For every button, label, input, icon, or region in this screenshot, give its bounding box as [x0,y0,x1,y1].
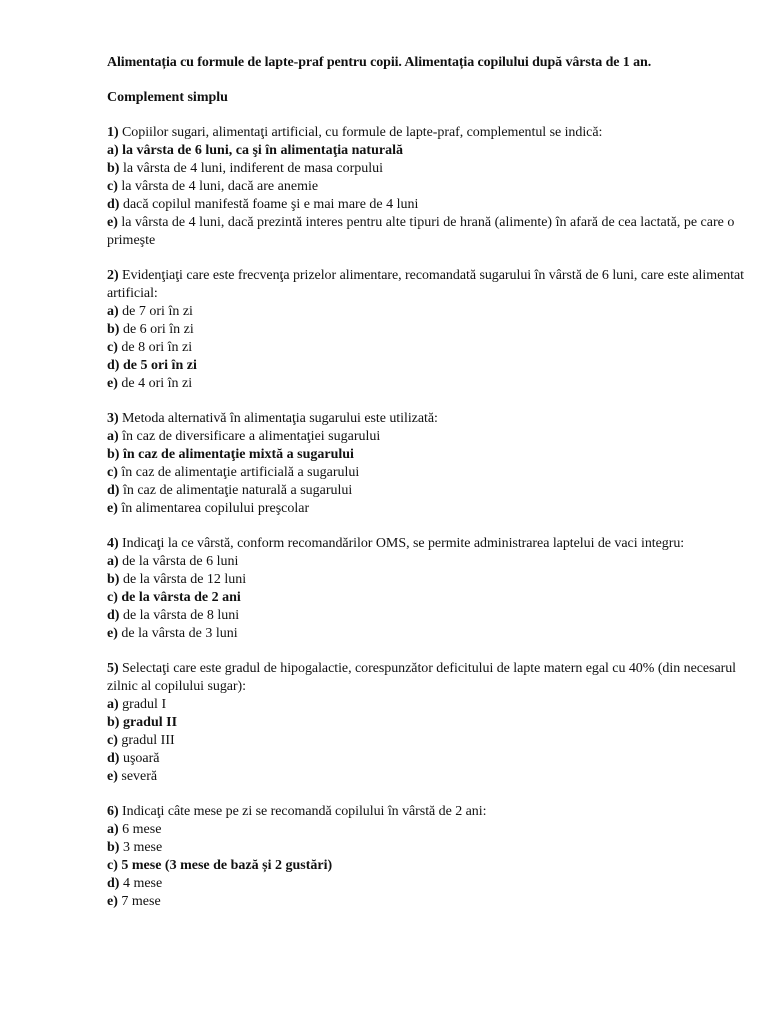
question-number: 4) [107,536,119,551]
question-6 [107,803,747,911]
question-text: Indicaţi câte mese pe zi se recomandă copilului în vârstă de 2 ani: [122,804,487,819]
answer-option: c) gradul III [107,733,175,748]
answer-option: e) 7 mese [107,894,161,909]
answer-option: e) de 4 ori în zi [107,376,193,391]
question-text: Metoda alternativă în alimentaţia sugarului este utilizată: [122,411,438,426]
question-text: Indicaţi la ce vârstă, conform recomandărilor OMS, se permite administrarea laptelui de vaci integru: [122,536,685,551]
question-stem [107,410,747,428]
answer-option: e) severă [107,769,158,784]
question-2 [107,267,747,393]
question-number: 1) [107,125,119,140]
question-text: Selectaţi care este gradul de hipogalactie, corespunzător deficitului de lapte matern egal cu 40% (din necesarul zilnic al copilului sugar): [107,661,737,694]
answer-option-correct: c) de la vârsta de 2 ani [107,590,241,605]
document-page [107,54,747,911]
answer-option: d) de la vârsta de 8 luni [107,608,240,623]
answer-option-correct: d) de 5 ori în zi [107,358,197,373]
answer-option: a) de 7 ori în zi [107,304,193,319]
answer-option: b) 3 mese [107,840,163,855]
answer-option: b) la vârsta de 4 luni, indiferent de masa corpului [107,161,384,176]
question-stem [107,803,747,821]
answer-option-correct: c) 5 mese (3 mese de bază și 2 gustări) [107,858,333,873]
answer-option: d) uşoară [107,751,160,766]
answer-option: d) 4 mese [107,876,163,891]
section-heading: Complement simplu [107,90,228,105]
answer-option: d) dacă copilul manifestă foame şi e mai mare de 4 luni [107,197,419,212]
answer-option-correct: b) gradul II [107,715,178,730]
answer-option: c) de 8 ori în zi [107,340,193,355]
answer-option: e) la vârsta de 4 luni, dacă prezintă interes pentru alte tipuri de hrană (alimente) în afară de cea lactată, pe care o primeşte [107,215,735,248]
question-4 [107,535,747,643]
answer-option: e) în alimentarea copilului preşcolar [107,501,310,516]
question-3 [107,410,747,518]
answer-option: a) 6 mese [107,822,162,837]
question-number: 5) [107,661,119,676]
answer-option: e) de la vârsta de 3 luni [107,626,238,641]
answer-option-correct: b) în caz de alimentaţie mixtă a sugarului [107,447,354,462]
answer-option: a) de la vârsta de 6 luni [107,554,239,569]
question-number: 6) [107,804,119,819]
question-5 [107,660,747,786]
question-stem [107,535,747,553]
question-1 [107,124,747,250]
question-stem [107,267,747,303]
answer-option: a) gradul I [107,697,167,712]
question-text: Copiilor sugari, alimentaţi artificial, cu formule de lapte-praf, complementul se indică: [122,125,603,140]
answer-option: b) de la vârsta de 12 luni [107,572,247,587]
answer-option: b) de 6 ori în zi [107,322,194,337]
answer-option: a) în caz de diversificare a alimentaţiei sugarului [107,429,381,444]
answer-option: d) în caz de alimentaţie naturală a sugarului [107,483,353,498]
question-stem [107,124,747,142]
document-title: Alimentația cu formule de lapte-praf pentru copii. Alimentația copilului după vârsta de 1 an. [107,55,652,70]
answer-option-correct: a) la vârsta de 6 luni, ca şi în alimentaţia naturală [107,143,403,158]
answer-option: c) la vârsta de 4 luni, dacă are anemie [107,179,319,194]
answer-option: c) în caz de alimentaţie artificială a sugarului [107,465,360,480]
question-number: 2) [107,268,119,283]
question-stem [107,660,747,696]
question-text: Evidenţiaţi care este frecvenţa prizelor alimentare, recomandată sugarului în vârstă de 6 luni, care este alimentat artificial: [107,268,745,301]
question-number: 3) [107,411,119,426]
